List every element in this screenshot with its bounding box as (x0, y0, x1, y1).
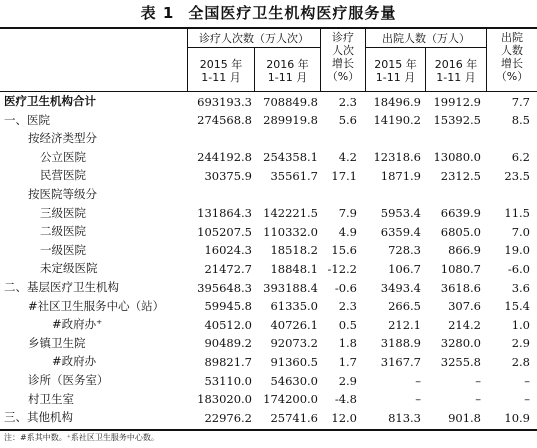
visits-growth-cell: 2.3 (338, 299, 357, 314)
inpatients-2015-cell: 1871.9 (380, 168, 421, 183)
visits-2015-cell: 274568.8 (197, 113, 252, 128)
inpatients-2016-cell: 2312.5 (440, 168, 481, 183)
row-label: 二、基层医疗卫生机构 (4, 280, 119, 294)
inpatients-growth-cell: 2.9 (511, 336, 530, 351)
visits-2015-cell: 90489.2 (204, 336, 252, 351)
visits-2015-cell: 22976.2 (204, 410, 252, 425)
inpatients-2015-cell: – (415, 373, 421, 388)
row-label: #政府办 (52, 354, 97, 369)
header-line: （%） (495, 70, 529, 83)
inpatients-2016-cell: 3280.0 (440, 336, 481, 351)
visits-2015-cell: 244192.8 (197, 150, 252, 165)
header-inpatients-2016 (426, 58, 486, 84)
row-label: #社区卫生服务中心（站） (28, 298, 165, 313)
inpatients-2016-cell: 6805.0 (440, 224, 481, 239)
header-line: 2015 年 (199, 58, 243, 71)
inpatients-2015-cell: 813.3 (388, 410, 421, 425)
header-visits-2015 (188, 58, 254, 84)
row-label: 未定级医院 (40, 261, 98, 276)
header-visits-growth (321, 31, 365, 83)
inpatients-2015-cell: 5953.4 (380, 206, 421, 221)
inpatients-growth-cell: 11.5 (504, 206, 530, 221)
inpatients-2016-cell: 866.9 (448, 243, 481, 258)
header-inpatients-growth (487, 31, 537, 83)
inpatients-2015-cell: 14190.2 (373, 113, 421, 128)
header-line: 1-11 月 (375, 71, 416, 84)
table-title (0, 0, 537, 26)
row-label: 一级医院 (40, 242, 86, 257)
header-line: 人数 (501, 44, 523, 57)
visits-2015-cell: 131864.3 (197, 206, 252, 221)
visits-2015-cell: 21472.7 (204, 261, 252, 276)
inpatients-growth-cell: 15.4 (504, 299, 530, 314)
header-line: 2016 年 (434, 58, 478, 71)
inpatients-2016-cell: 307.6 (448, 299, 481, 314)
inpatients-2015-cell: 3188.9 (380, 336, 421, 351)
row-label: 一、医院 (4, 112, 50, 127)
visits-2016-cell: 110332.0 (263, 224, 318, 239)
inpatients-2016-cell: – (475, 373, 481, 388)
row-label: 按经济类型分 (28, 131, 97, 146)
visits-2016-cell: 40726.1 (270, 317, 318, 332)
visits-growth-cell: 15.6 (331, 243, 357, 258)
inpatients-2016-cell: 13080.0 (433, 150, 481, 165)
visits-growth-cell: 4.2 (338, 150, 357, 165)
visits-2016-cell: 254358.1 (263, 150, 318, 165)
inpatients-2015-cell: 12318.6 (373, 150, 421, 165)
visits-2016-cell: 18848.1 (270, 261, 318, 276)
inpatients-2016-cell: 901.8 (448, 410, 481, 425)
visits-growth-cell: 1.7 (338, 354, 357, 369)
inpatients-2015-cell: 3167.7 (380, 354, 421, 369)
row-label: 医疗卫生机构合计 (4, 94, 96, 108)
inpatients-2015-cell: 18496.9 (373, 94, 421, 109)
visits-growth-cell: 0.5 (338, 317, 357, 332)
header-line: 诊疗 (332, 31, 354, 44)
group-header-rule-2 (366, 47, 486, 48)
visits-2016-cell: 174200.0 (263, 392, 318, 407)
header-line: 2016 年 (266, 58, 309, 71)
visits-2015-cell: 40512.0 (204, 317, 252, 332)
header-line: 增长 (501, 57, 523, 70)
inpatients-2015-cell: – (415, 392, 421, 407)
row-label: 村卫生室 (28, 391, 74, 406)
inpatients-2016-cell: – (475, 392, 481, 407)
header-line: 1-11 月 (267, 71, 308, 84)
visits-2015-cell: 53110.0 (204, 373, 252, 388)
top-rule (0, 27, 537, 29)
inpatients-2016-cell: 15392.5 (433, 113, 481, 128)
inpatients-growth-cell: 23.5 (504, 168, 530, 183)
visits-growth-cell: -12.2 (327, 261, 357, 276)
visits-2016-cell: 92073.2 (270, 336, 318, 351)
row-label: 按医院等级分 (28, 187, 97, 201)
inpatients-2016-cell: 1080.7 (440, 261, 481, 276)
visits-growth-cell: 17.1 (331, 168, 357, 183)
visits-2016-cell: 35561.7 (270, 168, 318, 183)
visits-2016-cell: 289919.8 (263, 113, 318, 128)
inpatients-growth-cell: 2.8 (511, 354, 530, 369)
visits-2015-cell: 89821.7 (204, 354, 252, 369)
header-inpatients-2015 (366, 58, 425, 84)
visits-2016-cell: 18518.2 (270, 243, 318, 258)
header-line: 人次 (332, 44, 354, 57)
row-label: 公立医院 (40, 149, 86, 164)
inpatients-2016-cell: 3255.8 (440, 354, 481, 369)
visits-2015-cell: 16024.3 (204, 243, 252, 258)
header-line: 2015 年 (374, 58, 417, 71)
bottom-rule (0, 429, 537, 431)
row-label: 三级医院 (40, 205, 86, 220)
inpatients-growth-cell: – (524, 373, 530, 388)
inpatients-2015-cell: 728.3 (388, 243, 421, 258)
header-bottom-rule (0, 91, 537, 92)
header-line: （%） (326, 70, 360, 83)
visits-2016-cell: 54630.0 (270, 373, 318, 388)
visits-2016-cell: 708849.8 (263, 94, 318, 109)
header-line: 增长 (332, 57, 354, 70)
visits-2016-cell: 61335.0 (270, 299, 318, 314)
visits-2016-cell: 91360.5 (270, 354, 318, 369)
header-line: 1-11 月 (436, 71, 476, 84)
visits-2015-cell: 183020.0 (197, 392, 252, 407)
inpatients-2016-cell: 6639.9 (440, 206, 481, 221)
header-line: 出院 (501, 31, 523, 44)
inpatients-growth-cell: 8.5 (511, 113, 530, 128)
inpatients-2015-cell: 266.5 (388, 299, 421, 314)
row-label: 民营医院 (40, 168, 86, 183)
header-inpatients-group: 出院人数（万人） (382, 32, 470, 45)
visits-growth-cell: 5.6 (338, 113, 357, 128)
row-label: 诊所（医务室） (28, 373, 109, 387)
inpatients-growth-cell: 7.0 (511, 224, 530, 239)
visits-growth-cell: 2.9 (338, 373, 357, 388)
inpatients-growth-cell: 1.0 (511, 317, 530, 332)
visits-growth-cell: 7.9 (338, 206, 357, 221)
visits-2015-cell: 395648.3 (197, 280, 252, 295)
row-label: 二级医院 (40, 224, 86, 239)
visits-2015-cell: 30375.9 (204, 168, 252, 183)
table-number: 表 1 (140, 4, 175, 22)
visits-2016-cell: 142221.5 (263, 206, 318, 221)
inpatients-growth-cell: 6.2 (511, 150, 530, 165)
inpatients-growth-cell: 7.7 (511, 94, 530, 109)
inpatients-growth-cell: 19.0 (504, 243, 530, 258)
visits-2015-cell: 693193.3 (197, 94, 252, 109)
inpatients-2015-cell: 212.1 (388, 317, 421, 332)
visits-growth-cell: -0.6 (334, 280, 357, 295)
visits-2015-cell: 105207.5 (197, 224, 252, 239)
visits-2015-cell: 59945.8 (204, 299, 252, 314)
header-visits-group: 诊疗人次数（万人次） (199, 32, 309, 45)
header-visits-2016 (255, 58, 320, 84)
visits-growth-cell: 1.8 (338, 336, 357, 351)
row-label: #政府办⁺ (52, 317, 103, 332)
inpatients-2015-cell: 3493.4 (380, 280, 421, 295)
visits-growth-cell: 12.0 (331, 410, 357, 425)
table-title-text: 全国医疗卫生机构医疗服务量 (188, 4, 397, 22)
inpatients-growth-cell: 3.6 (511, 280, 530, 295)
visits-2016-cell: 393188.4 (263, 280, 318, 295)
inpatients-2016-cell: 214.2 (448, 317, 481, 332)
inpatients-2016-cell: 19912.9 (433, 94, 481, 109)
inpatients-growth-cell: 10.9 (504, 410, 530, 425)
inpatients-2016-cell: 3618.6 (440, 280, 481, 295)
visits-growth-cell: -4.8 (334, 392, 357, 407)
inpatients-growth-cell: – (524, 392, 530, 407)
inpatients-2015-cell: 6359.4 (380, 224, 421, 239)
header-line: 1-11 月 (201, 71, 241, 84)
row-label: 三、其他机构 (4, 410, 73, 425)
inpatients-growth-cell: -6.0 (507, 261, 530, 276)
inpatients-2015-cell: 106.7 (388, 261, 421, 276)
visits-2016-cell: 25741.6 (270, 410, 318, 425)
visits-growth-cell: 4.9 (338, 224, 357, 239)
row-label: 乡镇卫生院 (28, 335, 86, 350)
footnote: 注：#系其中数。⁺系社区卫生服务中心数。 (4, 433, 159, 442)
visits-growth-cell: 2.3 (338, 94, 357, 109)
